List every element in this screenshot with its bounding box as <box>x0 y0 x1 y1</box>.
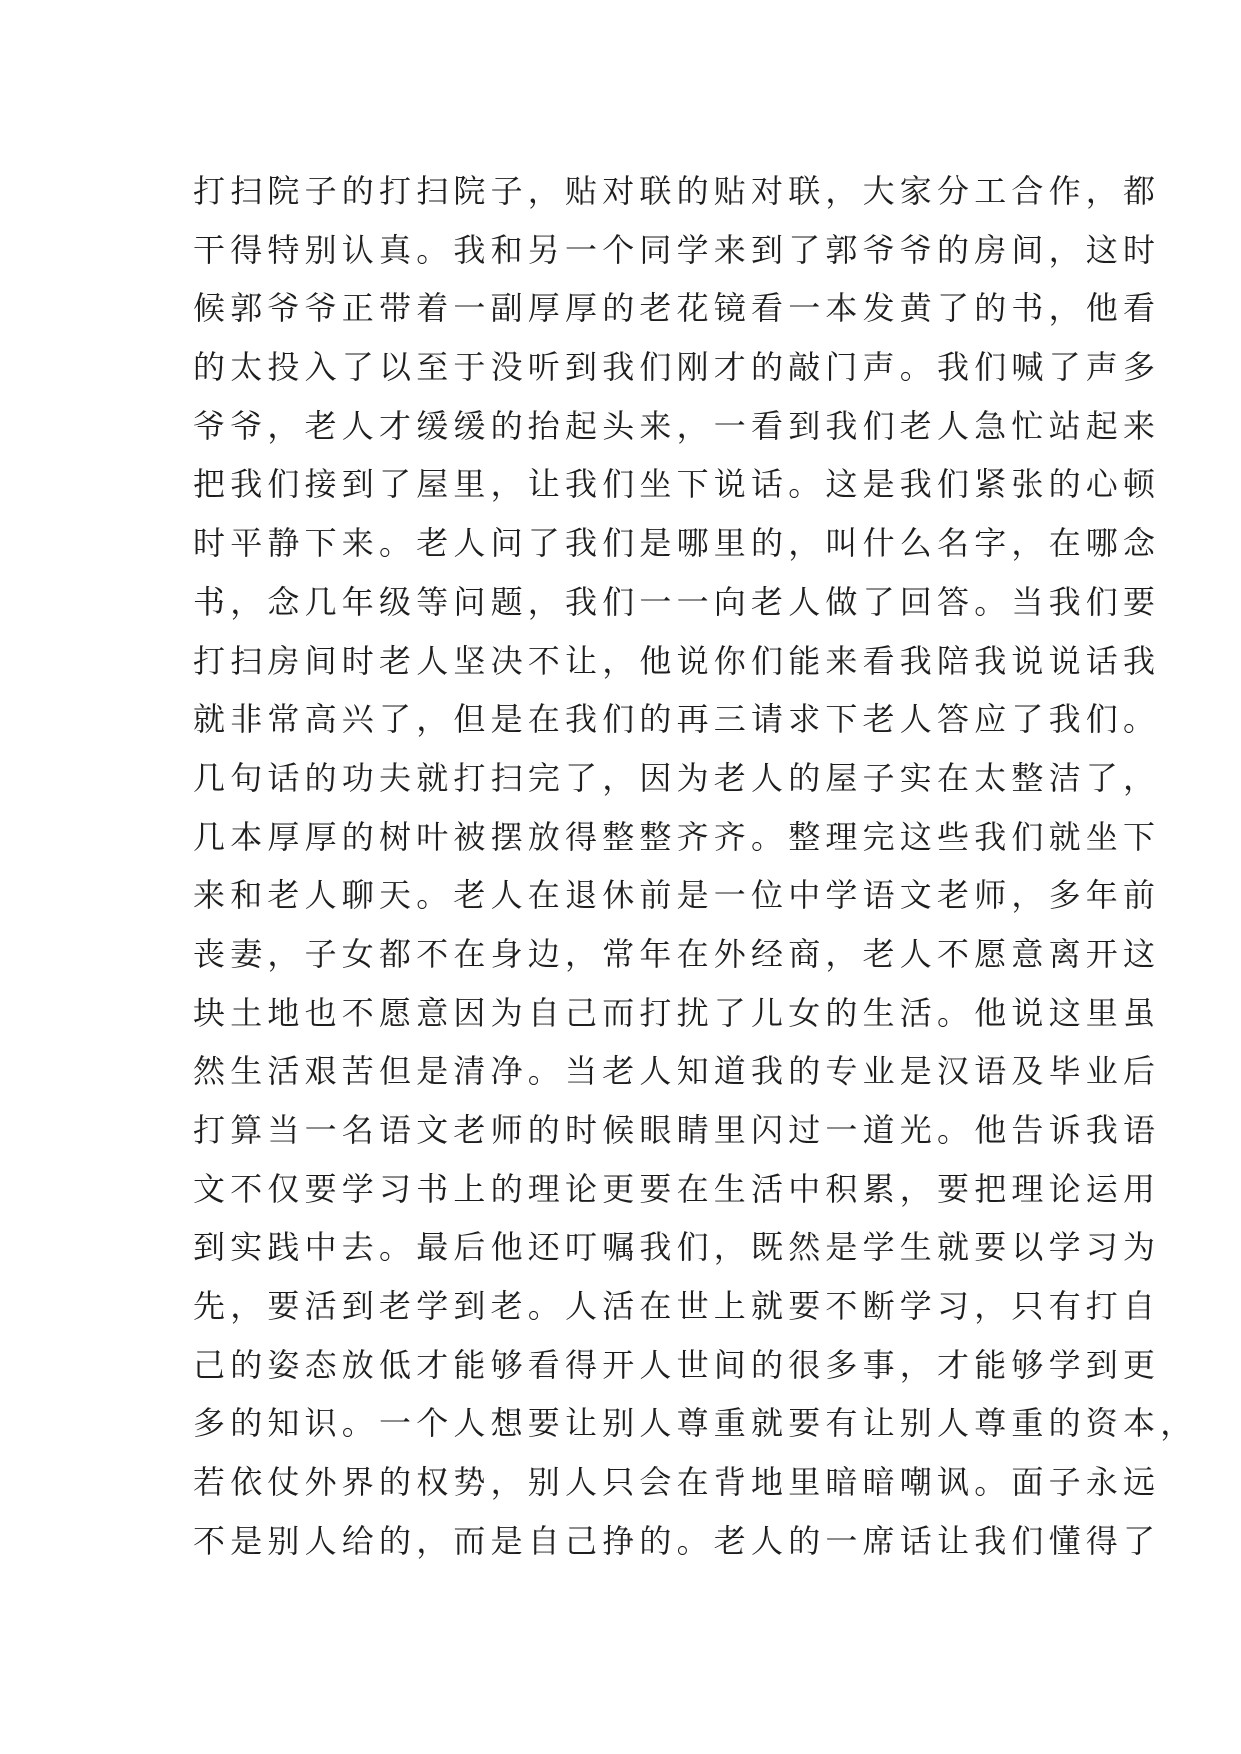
text-line: 几句话的功夫就打扫完了，因为老人的屋子实在太整洁了， <box>193 758 1161 797</box>
text-line: 打扫房间时老人坚决不让，他说你们能来看我陪我说说话我 <box>193 641 1161 680</box>
text-line: 几本厚厚的树叶被摆放得整整齐齐。整理完这些我们就坐下 <box>193 817 1161 856</box>
text-line: 不是别人给的，而是自己挣的。老人的一席话让我们懂得了 <box>193 1521 1161 1560</box>
text-line: 把我们接到了屋里，让我们坐下说话。这是我们紧张的心顿 <box>193 465 1161 504</box>
text-line: 就非常高兴了，但是在我们的再三请求下老人答应了我们。 <box>193 700 1161 739</box>
text-line: 爷爷，老人才缓缓的抬起头来，一看到我们老人急忙站起来 <box>193 406 1161 445</box>
text-line: 多的知识。一个人想要让别人尊重就要有让别人尊重的资本， <box>193 1404 1198 1443</box>
text-line: 己的姿态放低才能够看得开人世间的很多事，才能够学到更 <box>193 1345 1161 1384</box>
text-line: 书，念几年级等问题，我们一一向老人做了回答。当我们要 <box>193 582 1161 621</box>
text-line: 打扫院子的打扫院子，贴对联的贴对联，大家分工合作，都 <box>193 172 1161 210</box>
text-line: 然生活艰苦但是清净。当老人知道我的专业是汉语及毕业后 <box>193 1052 1161 1091</box>
text-line: 若依仗外界的权势，别人只会在背地里暗暗嘲讽。面子永远 <box>193 1463 1161 1502</box>
text-line: 候郭爷爷正带着一副厚厚的老花镜看一本发黄了的书，他看 <box>193 289 1161 328</box>
text-line: 丧妻，子女都不在身边，常年在外经商，老人不愿意离开这 <box>193 934 1161 973</box>
text-line: 来和老人聊天。老人在退休前是一位中学语文老师，多年前 <box>193 876 1161 915</box>
text-line: 的太投入了以至于没听到我们刚才的敲门声。我们喊了声多 <box>193 348 1161 387</box>
body-paragraph <box>193 162 1198 1571</box>
text-line: 文不仅要学习书上的理论更要在生活中积累，要把理论运用 <box>193 1169 1161 1208</box>
text-line: 打算当一名语文老师的时候眼睛里闪过一道光。他告诉我语 <box>193 1111 1161 1149</box>
text-line: 干得特别认真。我和另一个同学来到了郭爷爷的房间，这时 <box>193 230 1161 269</box>
text-line: 时平静下来。老人问了我们是哪里的，叫什么名字，在哪念 <box>193 524 1161 563</box>
text-line: 先，要活到老学到老。人活在世上就要不断学习，只有打自 <box>193 1287 1161 1326</box>
text-line: 块土地也不愿意因为自己而打扰了儿女的生活。他说这里虽 <box>193 993 1161 1032</box>
text-line: 到实践中去。最后他还叮嘱我们，既然是学生就要以学习为 <box>193 1228 1161 1267</box>
